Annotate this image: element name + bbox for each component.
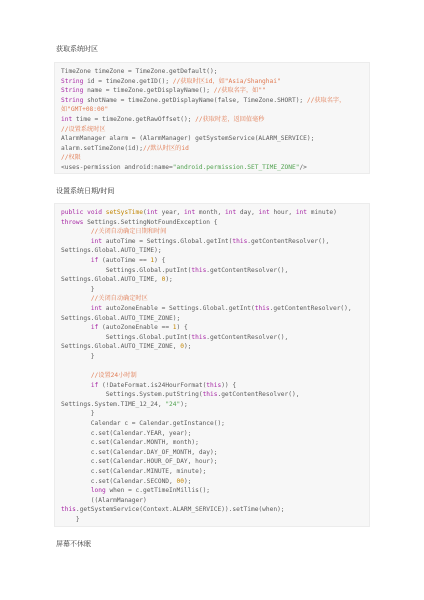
code-line <box>61 496 363 506</box>
code-line <box>61 256 363 266</box>
code-token: c.set(Calendar.SECOND, <box>61 477 177 485</box>
code-line <box>61 134 363 144</box>
code-line <box>61 105 363 115</box>
code-line <box>61 77 363 87</box>
code-token: //关闭自动确定时区 <box>90 295 148 303</box>
code-line <box>61 115 363 125</box>
code-line <box>61 304 363 314</box>
code-token: if <box>90 324 99 332</box>
code-token: )) { <box>221 381 237 389</box>
code-line <box>61 429 363 439</box>
code-token <box>61 487 91 494</box>
code-token: int <box>90 304 102 312</box>
code-token <box>61 238 91 245</box>
code-block-timezone <box>54 62 370 174</box>
code-block-datetime <box>54 203 370 527</box>
code-token: this <box>61 506 76 514</box>
code-line <box>61 371 363 381</box>
code-line <box>61 246 363 256</box>
code-token: AlarmManager alarm = (AlarmManager) getSystemService(ALARM_SERVICE); <box>61 135 315 143</box>
code-token: int <box>146 209 158 216</box>
code-token: int <box>90 237 102 245</box>
code-token: throws <box>61 218 84 226</box>
heading-screen: 屏幕不休眠 <box>56 540 91 548</box>
code-token: //获取时差，返回值毫秒 <box>195 115 265 123</box>
code-token: setSysTime <box>105 209 143 216</box>
code-token: (autoZoneEnable == <box>98 324 173 332</box>
code-token: minute) <box>307 209 337 216</box>
code-token <box>61 295 91 302</box>
code-token: "24" <box>165 400 181 408</box>
code-token: String <box>61 77 84 85</box>
code-token: 1 <box>172 324 177 332</box>
code-token: 1 <box>150 256 155 264</box>
code-line <box>61 381 363 391</box>
code-token: TimeZone timeZone = TimeZone.getDefault(); <box>61 68 218 75</box>
code-token: //默认时区的id <box>142 144 189 152</box>
code-token: .getSystemService(Context.ALARM_SERVICE)).setTime(when); <box>75 506 285 514</box>
code-token: 0 <box>180 343 184 351</box>
code-token: Settings.SettingNotFoundException { <box>83 218 218 226</box>
code-line <box>61 486 363 496</box>
code-line <box>61 125 363 135</box>
code-token: .getContentResolver(), <box>217 391 300 399</box>
code-token: autoZoneEnable = Settings.Global.getInt( <box>102 304 255 312</box>
code-line <box>61 390 363 400</box>
code-token: day, <box>236 209 259 216</box>
code-token: Settings.System.TIME_12_24, <box>61 400 166 408</box>
code-token: void <box>87 209 102 216</box>
code-token: int <box>61 115 73 123</box>
code-token: c.set(Calendar.HOUR_OF_DAY, hour); <box>61 458 218 466</box>
code-line <box>61 86 363 96</box>
code-token: Settings.Global.AUTO_TIME_ZONE, <box>61 343 181 351</box>
code-line <box>61 362 363 372</box>
code-token: id = timeZone.getID(); <box>83 77 173 85</box>
code-token: Settings.Global.AUTO_TIME_ZONE); <box>61 314 181 322</box>
code-token: c.set(Calendar.MONTH, month); <box>61 439 199 447</box>
code-token: if <box>90 256 99 264</box>
code-token: //关闭自动确定日期和时间 <box>90 228 167 236</box>
code-token: ); <box>180 400 188 408</box>
code-token: } <box>61 516 80 523</box>
code-token: .getContentResolver(), <box>269 304 352 312</box>
code-token: int <box>258 209 270 216</box>
code-token: //获取时区id，如"Asia/Shanghai" <box>172 77 281 85</box>
code-line <box>61 294 363 304</box>
code-token <box>61 228 91 235</box>
code-token: Settings.Global.putInt( <box>61 266 192 274</box>
code-line <box>61 218 363 228</box>
code-token: 0 <box>161 276 166 284</box>
code-token: int <box>225 209 237 216</box>
code-token: } <box>61 352 95 360</box>
code-token: "android.permission.SET_TIME_ZONE" <box>172 163 300 171</box>
code-token: /> <box>299 163 307 171</box>
code-token: String <box>61 87 84 95</box>
code-token: int <box>295 209 307 216</box>
code-token <box>61 324 91 331</box>
code-token: (!DateFormat.is24HourFormat( <box>98 381 207 389</box>
code-token: <uses-permission android:name= <box>61 163 173 171</box>
code-token: Settings.Global.AUTO_TIME); <box>61 247 162 255</box>
code-token: if <box>90 381 99 389</box>
code-token: ( <box>143 209 147 216</box>
code-token: Settings.System.putString( <box>61 391 203 399</box>
code-token: year, <box>157 209 184 216</box>
code-token: Settings.Global.AUTO_TIME, <box>61 276 162 284</box>
code-line <box>61 237 363 247</box>
code-token: this <box>206 381 222 389</box>
code-token: 00 <box>176 477 184 485</box>
code-token: this <box>254 304 270 312</box>
code-token: this <box>232 237 248 245</box>
code-line <box>61 163 363 173</box>
code-token: //设置系统时区 <box>61 125 106 133</box>
code-token: month, <box>195 209 225 216</box>
code-line <box>61 275 363 285</box>
code-line <box>61 314 363 324</box>
code-line <box>61 96 363 106</box>
code-token: c.set(Calendar.MINUTE, minute); <box>61 468 207 476</box>
code-line <box>61 477 363 487</box>
code-token: public <box>61 209 84 216</box>
code-token: String <box>61 96 84 104</box>
code-token: .getContentResolver(), <box>247 237 330 245</box>
code-line <box>61 438 363 448</box>
heading-timezone: 获取系统时区 <box>56 45 98 53</box>
code-line <box>61 419 363 429</box>
code-token: ) { <box>154 256 166 264</box>
code-token: //权限 <box>61 154 81 162</box>
code-token: } <box>61 285 95 293</box>
code-line <box>61 515 363 525</box>
heading-datetime: 设置系统日期/时间 <box>56 187 115 195</box>
code-token <box>61 382 91 389</box>
code-token: ); <box>183 343 192 351</box>
code-line <box>61 457 363 467</box>
code-token: //获取名字，如"" <box>213 87 266 95</box>
code-token: when = c.getTimeInMillis(); <box>105 487 211 495</box>
code-token: .getContentResolver(), <box>206 266 289 274</box>
code-token: //设置24小时制 <box>90 372 137 380</box>
code-line <box>61 323 363 333</box>
code-line <box>61 266 363 276</box>
code-token: c.set(Calendar.DAY_OF_MONTH, day); <box>61 448 218 456</box>
code-line <box>61 227 363 237</box>
code-token: } <box>61 410 95 418</box>
code-token: (autoTime == <box>98 256 151 264</box>
code-token: Settings.Global.putInt( <box>61 333 192 341</box>
code-token: ); <box>183 477 192 485</box>
code-token: long <box>90 487 106 495</box>
code-token: hour, <box>269 209 296 216</box>
code-token: //获取名字， <box>306 96 346 104</box>
code-line <box>61 467 363 477</box>
code-token: int <box>184 209 196 216</box>
code-token: alarm.setTimeZone(id); <box>61 144 143 152</box>
code-token: .getContentResolver(), <box>206 333 289 341</box>
code-line <box>61 352 363 362</box>
code-token <box>61 257 91 264</box>
code-token: ) { <box>176 324 188 332</box>
code-line <box>61 400 363 410</box>
code-line <box>61 208 363 218</box>
code-token: this <box>202 391 218 399</box>
code-token: this <box>191 333 207 341</box>
code-token: ((AlarmManager) <box>61 496 147 504</box>
code-line <box>61 409 363 419</box>
code-token: shotName = timeZone.getDisplayName(false, TimeZone.SHORT); <box>83 96 307 104</box>
code-line <box>61 342 363 352</box>
code-token <box>61 372 91 379</box>
code-token: ); <box>165 276 173 284</box>
code-line <box>61 67 363 77</box>
code-token: name = timeZone.getDisplayName(); <box>83 87 214 95</box>
code-token: c.set(Calendar.YEAR, year); <box>61 429 192 437</box>
code-line <box>61 285 363 295</box>
code-line <box>61 333 363 343</box>
code-line <box>61 448 363 458</box>
code-token: time = timeZone.getRawOffset(); <box>72 115 196 123</box>
code-token: autoTime = Settings.Global.getInt( <box>102 237 233 245</box>
code-token <box>61 305 91 312</box>
code-token: this <box>191 266 207 274</box>
code-line <box>61 153 363 163</box>
code-line <box>61 505 363 515</box>
code-line <box>61 144 363 154</box>
code-token: Calendar c = Calendar.getInstance(); <box>61 420 225 428</box>
code-token: 如"GMT+08:00" <box>61 106 109 114</box>
